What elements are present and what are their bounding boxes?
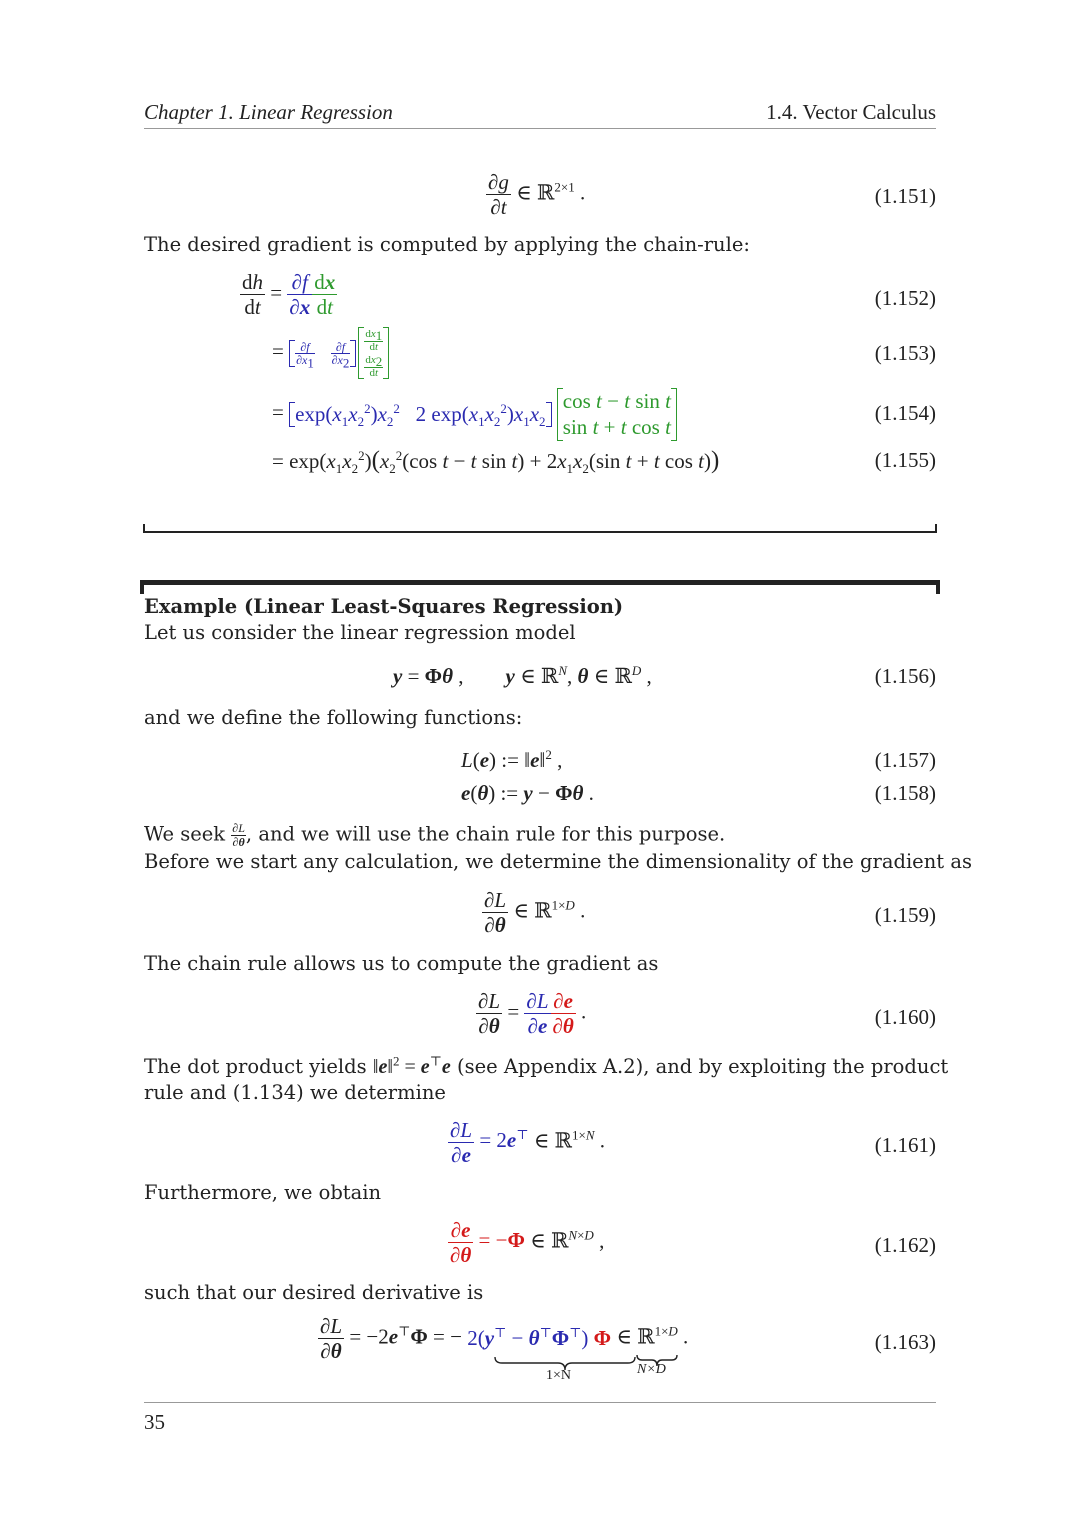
paragraph: such that our desired derivative is — [144, 1281, 484, 1304]
footer-rule — [144, 1402, 936, 1403]
eq-number-154: (1.154) — [874, 401, 936, 425]
running-header-right: 1.4. Vector Calculus — [766, 100, 936, 124]
running-header-left: Chapter 1. Linear Regression — [144, 100, 393, 124]
equation-1-161: $\frac{\partial L}{\partial e}$ = 2e⊤ ∈ ℝ$^{1\times N}$ . — [450, 1118, 605, 1168]
equation-1-157: L(e) := ‖e‖$^2$ , — [461, 747, 563, 772]
eq-number-156: (1.156) — [874, 664, 936, 688]
eq-number-153: (1.153) — [874, 341, 936, 365]
equation-1-162: $\frac{\partial e}{\partial\theta}$ = −Φ ∈ ℝ$^{N\times D}$ , — [450, 1218, 605, 1268]
example-start-rule — [140, 580, 940, 585]
paragraph-part: The dot product yields — [144, 1055, 373, 1078]
equation-1-154: = $\exp(x_1x_2^2)x_2^2$ 2 $\exp(x_1x_2^2)x_1x_2$ cos t − t sin t sin t + t cos t — [272, 388, 677, 441]
eq-number-152: (1.152) — [874, 286, 936, 310]
example-start-tick-left — [140, 580, 144, 594]
page-number: 35 — [144, 1410, 165, 1434]
underbrace-label-1xN: 1×N — [546, 1368, 572, 1383]
example-end-tick-left — [143, 524, 145, 532]
paragraph-part: (see Appendix A.2), and by exploiting the product — [450, 1055, 949, 1078]
eq-number-162: (1.162) — [874, 1233, 936, 1257]
equation-1-156: y = Φθ , y ∈ ℝ$^N$, θ ∈ ℝ$^D$ , — [393, 663, 652, 688]
eq-number-157: (1.157) — [874, 748, 936, 772]
equation-1-155: = $\exp(x_1x_2^2)(x_2^2(\cos$ t − t $\sin t) + 2x_1x_2(\sin$ t + t cos t)) — [272, 447, 720, 477]
eq-number-159: (1.159) — [874, 903, 936, 927]
paragraph-part: We seek — [144, 822, 232, 846]
equation-1-153: = $\frac{\partial f}{\partial x_1}$ $\frac{\partial f}{\partial x_2}$ $\frac{dx_1}{dt}$ $\frac{dx_2}{dt}$ — [272, 327, 389, 379]
equation-1-160: $\frac{\partial L}{\partial\theta}$ = $\frac{\partial L}{\partial e}$ $\frac{\partial e}{\partial\theta}$ . — [478, 989, 587, 1039]
paragraph: The dot product yields ‖e‖$^2$ = e⊤e (see Appendix A.2), and by exploiting the product — [144, 1053, 949, 1078]
eq-number-163: (1.163) — [874, 1330, 936, 1354]
underbrace-label-NxD: N×D — [637, 1362, 666, 1377]
paragraph: Furthermore, we obtain — [144, 1181, 382, 1204]
equation-1-163: $\frac{\partial L}{\partial\theta}$ = −2e⊤Φ = − 2(y⊤ − θ⊤Φ⊤) Φ ∈ ℝ$^{1\times D}$ . — [320, 1314, 689, 1364]
eq-number-160: (1.160) — [874, 1005, 936, 1029]
example-end-rule — [143, 531, 937, 533]
paragraph: rule and (1.134) we determine — [144, 1081, 446, 1104]
eq-number-161: (1.161) — [874, 1133, 936, 1157]
eq-number-155: (1.155) — [874, 448, 936, 472]
paragraph: Before we start any calculation, we determine the dimensionality of the gradient as — [144, 850, 972, 873]
equation-1-159: $\frac{\partial L}{\partial\theta}$ ∈ ℝ$^{1\times D}$ . — [484, 888, 586, 938]
eq-number-158: (1.158) — [874, 781, 936, 805]
example-end-tick-right — [935, 524, 937, 532]
eq-number-151: (1.151) — [874, 184, 936, 208]
equation-1-158: e(θ) := y − Φθ . — [461, 781, 594, 805]
header-rule — [144, 128, 936, 129]
paragraph: We seek $\frac{\partial L}{\partial\theta}$ , and we will use the chain rule for this purpose. — [144, 821, 726, 849]
equation-1-152: $\frac{dh}{dt}$ = $\frac{\partial f}{\partial x}$ $\frac{dx}{dt}$ — [242, 270, 336, 320]
paragraph: The chain rule allows us to compute the gradient as — [144, 952, 659, 975]
paragraph: The desired gradient is computed by applying the chain-rule: — [144, 233, 750, 256]
paragraph-part: , and we will use the chain rule for this purpose. — [245, 822, 726, 846]
equation-1-151: $\frac{\partial g}{\partial t}$ ∈ ℝ$^{2\times 1}$ . — [488, 170, 586, 220]
example-start-tick-right — [936, 580, 940, 594]
paragraph: and we define the following functions: — [144, 706, 523, 729]
paragraph: Let us consider the linear regression model — [144, 621, 576, 644]
example-title: Example (Linear Least-Squares Regression) — [144, 595, 624, 618]
